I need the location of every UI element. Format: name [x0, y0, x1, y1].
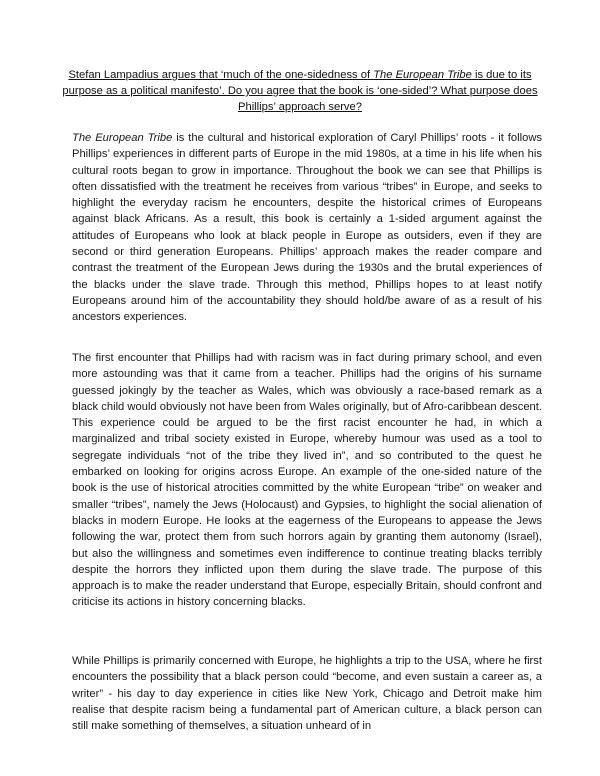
title-book-name: The European Tribe	[373, 69, 472, 81]
paragraph-3: While Phillips is primarily concerned with Europe, he highlights a trip to the USA, where he first encounters the possibility that a black person could “become, and even sustain a career as, a writer” - his day to day experience in cities like New York, Chicago and Detroit make him realise that despite racism being a fundamental part of American culture, a black person can still make something of themselves, a situation unheard of in	[72, 655, 542, 733]
paragraph-1	[72, 130, 542, 326]
paragraph-1-book-name: The European Tribe	[72, 132, 173, 144]
paragraph-1-text: is the cultural and historical exploration of Caryl Phillips’ roots - it follows Phillips’ experiences in different parts of Europe in the mid 1980s, at a time in his life when his cultural roots began to grow in importance. Throughout the book we can see that Phillips is often dissatisfied with the treatment he receives from various “tribes” in Europe, and seeks to highlight the everyday racism he encounters, despite the historical crimes of Europeans against black Africans. As a result, this book is certainly a 1-sided argument against the attitudes of Europeans who look at black people in Europe as outsiders, even if they are second or third generation Europeans. Phillips’ approach makes the reader compare and contrast the treatment of the European Jews during the 1930s and the brutal experiences of the blacks under the slave trade. Through this method, Phillips hopes to at least notify Europeans around him of the accountability they should hold/be aware of as a result of his ancestors experiences.	[72, 132, 543, 324]
essay-question-title	[60, 67, 540, 115]
paragraph-2: The first encounter that Phillips had with racism was in fact during primary school, and even more astounding was that it came from a teacher. Phillips had the origins of his surname guessed jokingly by the teacher as Wales, which was obviously a race-based remark as a black child would obviously not have been from Wales originally, but of Afro-caribbean descent. This experience could be argued to be the first racist encounter he had, in which a marginalized and tribal society existed in Europe, whereby humour was used as a tool to segregate individuals “not of the tribe they lived in”, and so contributed to the quest he embarked on looking for origins across Europe. An example of the one-sided nature of the book is the use of historical atrocities committed by the white European “tribe” on weaker and smaller “tribes”, namely the Jews (Holocaust) and Gypsies, to highlight the social alienation of blacks in modern Europe. He looks at the eagerness of the Europeans to appease the Jews following the war, protect them from such horrors again by granting them autonomy (Israel), but also the willingness and sometimes even indifference to continue treating blacks terribly despite the horrors they inflicted upon them during the slave trade. The purpose of this approach is to make the reader understand that Europe, especially Britain, should confront and criticise its actions in history concerning blacks.	[72, 352, 542, 609]
title-part2: is due to its purpose as a political manifesto’. Do you agree that the book is ‘one-sided’? What purpose does Phillips’ approach serve?	[62, 69, 538, 113]
title-part1: Stefan Lampadius argues that ‘much of the one-sidedness of	[68, 69, 374, 81]
